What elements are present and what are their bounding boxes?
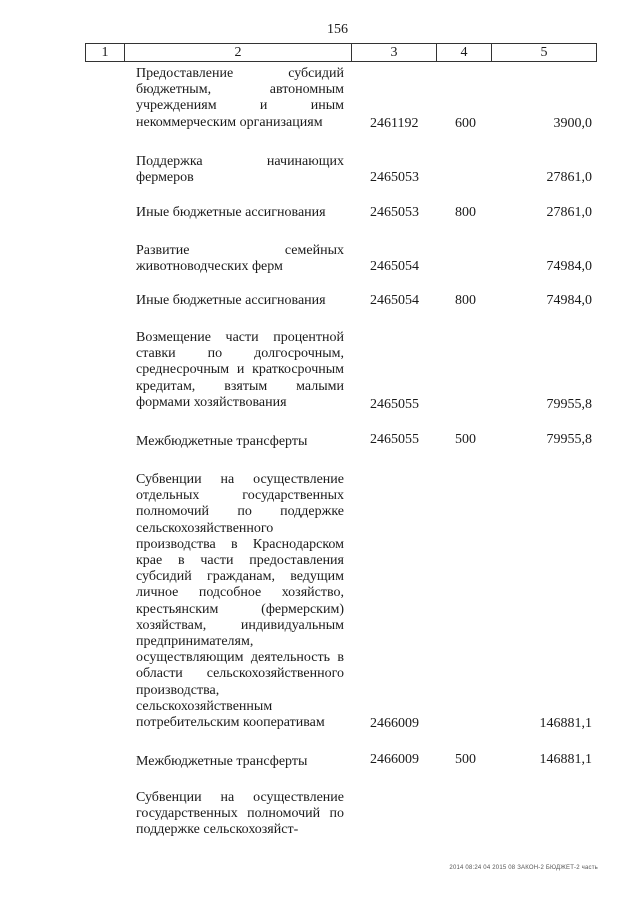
row-description: Предоставление субсидий бюджетным, автономным учреждениям и иным некоммерческим организациям [136, 66, 344, 130]
row-code: 2465054 [370, 259, 419, 274]
row-amount: 146881,1 [539, 716, 592, 731]
header-col-5: 5 [491, 43, 597, 62]
row-amount: 3900,0 [553, 116, 592, 131]
row-amount: 27861,0 [546, 205, 592, 220]
row-description: Иные бюджетные ассигнования [136, 205, 326, 220]
row-description: Субвенции на осуществление отдельных государственных полномочий по поддержке сельскохозяйственного производства в Краснодарском крае в части предоставления субсидий гражданам, ведущим личное подсобное хозяйство, крестьянским (фермерским) хозяйствам, индивидуальным предпринимателям, осуществляющим деятельность в области сельскохозяйственного производства, сельскохозяйственным потребительским кооперативам [136, 472, 344, 731]
row-description: Субвенции на осуществление государственных полномочий по поддержке сельскохозяйст- [136, 790, 344, 838]
header-col-2: 2 [124, 43, 352, 62]
row-type: 800 [455, 205, 476, 220]
row-amount: 146881,1 [539, 752, 592, 767]
row-amount: 74984,0 [546, 259, 592, 274]
row-code: 2466009 [370, 716, 419, 731]
row-code: 2465053 [370, 170, 419, 185]
row-description: Межбюджетные трансферты [136, 434, 308, 449]
row-description: Иные бюджетные ассигнования [136, 293, 326, 308]
row-code: 2465054 [370, 293, 419, 308]
row-code: 2465053 [370, 205, 419, 220]
row-amount: 74984,0 [546, 293, 592, 308]
header-col-4: 4 [436, 43, 492, 62]
row-type: 500 [455, 752, 476, 767]
row-description: Возмещение части процентной ставки по долгосрочным, среднесрочным и краткосрочным кредитам, взятым малыми формами хозяйствования [136, 330, 344, 410]
row-type: 800 [455, 293, 476, 308]
row-code: 2466009 [370, 752, 419, 767]
row-amount: 79955,8 [546, 432, 592, 447]
row-code: 2465055 [370, 397, 419, 412]
header-col-1: 1 [85, 43, 125, 62]
row-code: 2461192 [370, 116, 419, 131]
row-type: 500 [455, 432, 476, 447]
row-amount: 27861,0 [546, 170, 592, 185]
row-type: 600 [455, 116, 476, 131]
row-code: 2465055 [370, 432, 419, 447]
row-amount: 79955,8 [546, 397, 592, 412]
row-description: Развитие семейных животноводческих ферм [136, 243, 344, 275]
row-description: Поддержка начинающих фермеров [136, 154, 344, 186]
footer-stamp: 2014 08:24 04 2015 08 ЗАКОН-2 БЮДЖЕТ-2 часть [449, 865, 598, 871]
page-number: 156 [327, 22, 348, 37]
header-col-3: 3 [351, 43, 437, 62]
row-description: Межбюджетные трансферты [136, 754, 308, 769]
